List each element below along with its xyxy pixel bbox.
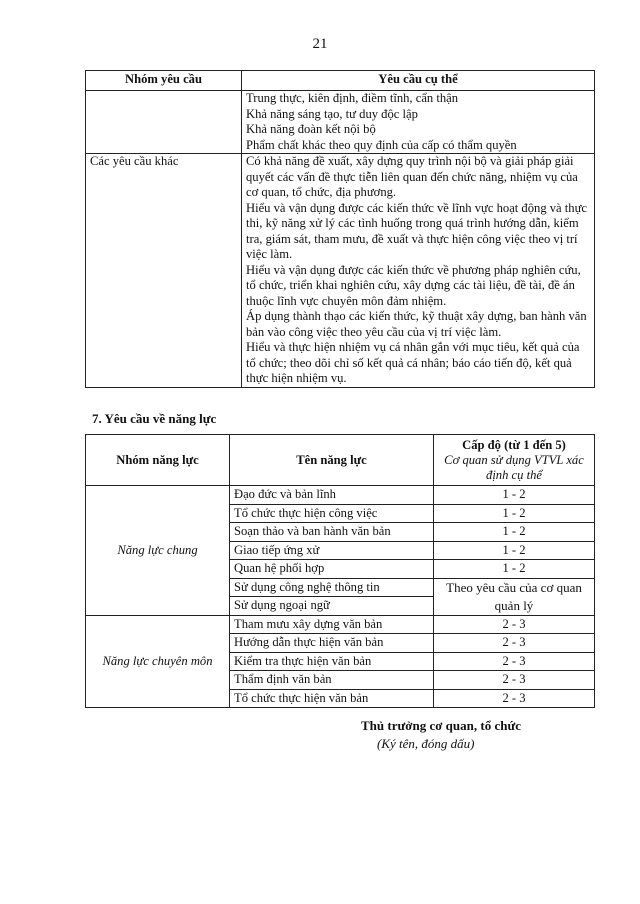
table-row xyxy=(86,154,595,388)
requirement-item: Áp dụng thành thạo các kiến thức, kỹ thuật xây dựng, ban hành văn bản vào công việc theo yêu cầu của vị trí việc làm. xyxy=(246,309,587,339)
competency-level: 2 - 3 xyxy=(434,615,595,634)
requirement-group-cell xyxy=(86,91,242,154)
competency-level: 1 - 2 xyxy=(434,504,595,523)
signature-title: Thủ trưởng cơ quan, tổ chức xyxy=(361,718,522,733)
competency-level: 2 - 3 xyxy=(434,671,595,690)
requirement-item: Hiểu và vận dụng được các kiến thức về lĩnh vực hoạt động và thực thi, kỹ năng xử lý các tình huống trong quá trình hướng dẫn, kiểm tra, giám sát, tham mưu, đề xuất và thực hiện công việc theo vị trí việc làm. xyxy=(246,200,588,261)
competency-level: 2 - 3 xyxy=(434,689,595,708)
competency-name: Quan hệ phối hợp xyxy=(230,560,434,579)
competency-level: 2 - 3 xyxy=(434,634,595,653)
requirement-items-cell xyxy=(242,91,595,154)
competency-name: Thẩm định văn bản xyxy=(230,671,434,690)
requirements-header-row xyxy=(86,71,595,91)
requirement-item: Khả năng sáng tạo, tư duy độc lập xyxy=(246,106,418,121)
competency-name: Tham mưu xây dựng văn bản xyxy=(230,615,434,634)
competency-group-general: Năng lực chung xyxy=(86,486,230,616)
competency-level: 1 - 2 xyxy=(434,560,595,579)
requirements-table xyxy=(85,70,595,388)
competency-name: Tổ chức thực hiện văn bản xyxy=(230,689,434,708)
header-competency-name: Tên năng lực xyxy=(230,435,434,486)
requirement-items-cell xyxy=(242,154,595,388)
requirement-item: Có khả năng đề xuất, xây dựng quy trình nội bộ và giải pháp giải quyết các vấn đề thực tiễn liên quan đến chức năng, nhiệm vụ của cơ quan, tổ chức, địa phương. xyxy=(246,154,578,199)
competency-table xyxy=(85,434,595,708)
competency-header-row xyxy=(86,435,595,486)
competency-level: 1 - 2 xyxy=(434,486,595,505)
table-row xyxy=(86,91,595,154)
requirement-item: Hiểu và thực hiện nhiệm vụ cá nhân gắn với mục tiêu, kết quả của tổ chức; theo dõi chỉ số kết quả cá nhân; báo cáo tiến độ, kết quả thực hiện nhiệm vụ. xyxy=(246,340,580,385)
section-title: 7. Yêu cầu về năng lực xyxy=(92,411,217,426)
competency-name: Đạo đức và bản lĩnh xyxy=(230,486,434,505)
requirement-item: Phẩm chất khác theo quy định của cấp có thẩm quyền xyxy=(246,137,517,152)
competency-level-merged: Theo yêu cầu của cơ quan quản lý xyxy=(434,578,595,615)
requirement-item: Trung thực, kiên định, điềm tĩnh, cẩn thận xyxy=(246,91,459,105)
competency-name: Kiểm tra thực hiện văn bản xyxy=(230,652,434,671)
competency-name: Sử dụng ngoại ngữ xyxy=(230,597,434,616)
header-competency-group: Nhóm năng lực xyxy=(86,435,230,486)
competency-level: 1 - 2 xyxy=(434,541,595,560)
header-requirement-group: Nhóm yêu cầu xyxy=(86,71,242,91)
competency-name: Giao tiếp ứng xử xyxy=(230,541,434,560)
table-row xyxy=(86,486,595,505)
competency-name: Hướng dẫn thực hiện văn bản xyxy=(230,634,434,653)
header-level-main: Cấp độ (từ 1 đến 5) xyxy=(462,438,566,452)
header-specific-requirement: Yêu cầu cụ thể xyxy=(242,71,595,91)
header-level-sub: Cơ quan sử dụng VTVL xác định cụ thể xyxy=(444,453,584,482)
requirement-item: Khả năng đoàn kết nội bộ xyxy=(246,122,376,136)
signature-subtitle: (Ký tên, đóng dấu) xyxy=(377,736,475,751)
competency-name: Soạn thảo và ban hành văn bản xyxy=(230,523,434,542)
competency-level: 2 - 3 xyxy=(434,652,595,671)
header-competency-level xyxy=(434,435,595,486)
competency-name: Tổ chức thực hiện công việc xyxy=(230,504,434,523)
requirement-group-cell: Các yêu cầu khác xyxy=(86,154,242,388)
competency-group-specialized: Năng lực chuyên môn xyxy=(86,615,230,708)
competency-name: Sử dụng công nghệ thông tin xyxy=(230,578,434,597)
competency-level: 1 - 2 xyxy=(434,523,595,542)
page-number: 21 xyxy=(312,36,328,52)
table-row xyxy=(86,615,595,634)
requirement-item: Hiểu và vận dụng được các kiến thức về phương pháp nghiên cứu, tổ chức, triển khai nghiên cứu, xây dựng các tài liệu, đề tài, đề án thuộc lĩnh vực chuyên môn đảm nhiệm. xyxy=(246,262,581,308)
